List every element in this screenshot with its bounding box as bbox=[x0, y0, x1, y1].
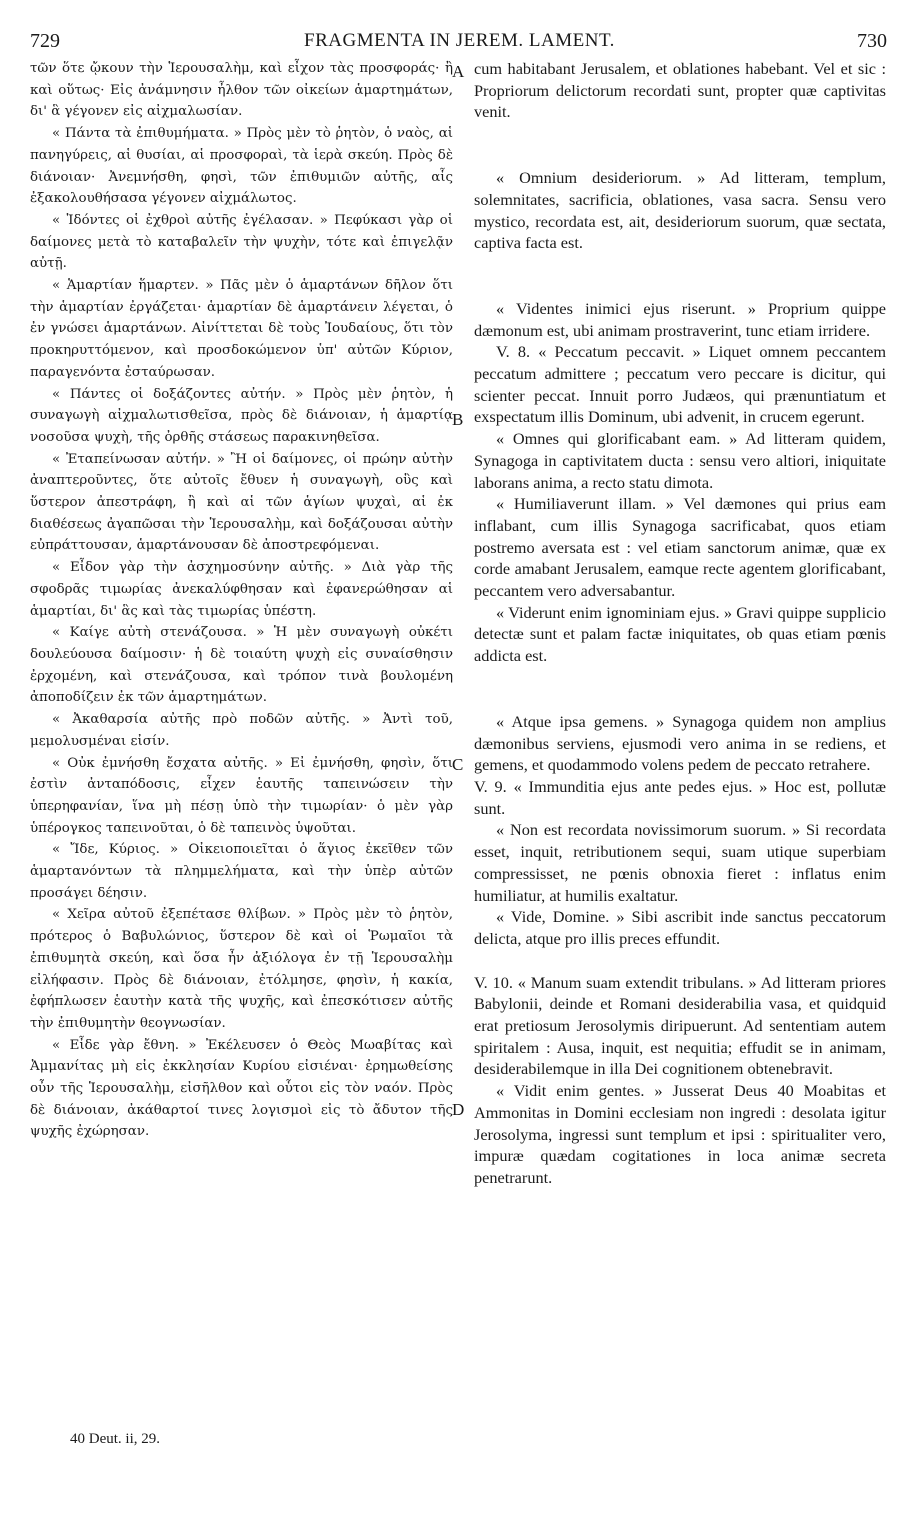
latin-paragraph: cum habitabant Jerusalem, et oblationes habebant. Vel et sic : Propriorum delictorum recordati sunt, propter quæ captivitas venit. bbox=[474, 59, 886, 122]
margin-letter: C bbox=[452, 755, 464, 774]
greek-paragraph: « Ἰδόντες οἱ ἐχθροὶ αὐτῆς ἐγέλασαν. » Πεφύκασι γὰρ οἱ δαίμονες μετὰ τὸ καταβαλεῖν τὴν ψυχὴν, τότε καὶ ἐπιγελᾷν αὐτῇ. bbox=[30, 212, 453, 272]
page-header bbox=[0, 30, 919, 60]
greek-paragraph: « Εἶδε γὰρ ἔθνη. » Ἐκέλευσεν ὁ Θεὸς Μωαβίτας καὶ Ἀμμανίτας μὴ εἰς ἐκκλησίαν Κυρίου εἰσιέναι· ἐρημωθείσης οὖν τῆς Ἱερουσαλὴμ, εἰσῆλθον καὶ οὗτοι εἰς τὸν ναόν. Πρὸς δὲ διάνοιαν, ἀκάθαρτοί τινες λογισμοὶ εἰς τὸ ἄδυτον τῆς ψυχῆς ἐχώρησαν. bbox=[30, 1037, 453, 1140]
latin-paragraph: « Omnium desideriorum. » Ad litteram, templum, solemnitates, sacrificia, oblationes, vasa sacra. Sensu vero mystico, recordata est, ait, desideriorum suorum, quæ sectata, captiva facta est. bbox=[474, 168, 886, 253]
page-number-right: 730 bbox=[857, 30, 887, 52]
margin-letter: B bbox=[452, 410, 464, 429]
latin-paragraph: « Vide, Domine. » Sibi ascribit inde sanctus peccatorum delicta, atque pro illis preces effundit. bbox=[474, 907, 886, 948]
greek-paragraph: « Χεῖρα αὐτοῦ ἐξεπέτασε θλίβων. » Πρὸς μὲν τὸ ῥητὸν, πρότερος ὁ Βαβυλώνιος, ὕστερον δὲ καὶ οἱ Ῥωμαῖοι τὰ ἐπιθυμητὰ σκεύη, καὶ ὅσα ἦν ἀξιόλογα ἐν τῇ Ἱερουσαλὴμ εἰλήφασιν. Πρὸς δὲ διάνοιαν, ἐτόλμησε, φησὶν, ἡ κακία, ἐφήπλωσεν ἑαυτὴν κατὰ τῆς ψυχῆς, καὶ ἐπεσκότισεν αὐτῆς τὴν ἐπιθυμητὴν θεογνωσίαν. bbox=[30, 907, 453, 1031]
latin-paragraph: « Atque ipsa gemens. » Synagoga quidem non amplius dæmonibus serviens, ejusmodi vero anima in se rediens, et gemens, et quodammodo volens pedem de peccato retrahere. bbox=[474, 711, 886, 775]
greek-paragraph: « Ἴδε, Κύριος. » Οἰκειοποιεῖται ὁ ἅγιος ἐκεῖθεν τῶν ἁμαρτανόντων τὰ πλημμελήματα, καὶ τὴν ὑπὲρ αὐτῶν προσάγει δέησιν. bbox=[30, 842, 453, 901]
page-number-left: 729 bbox=[30, 30, 60, 52]
greek-paragraph: « Ἀκαθαρσία αὐτῆς πρὸ ποδῶν αὐτῆς. » Ἀντὶ τοῦ, μεμολυσμέναι εἰσίν. bbox=[30, 712, 453, 749]
greek-column bbox=[30, 58, 453, 1143]
latin-paragraph: V. 10. « Manum suam extendit tribulans. » Ad litteram priores Babylonii, deinde et Romani desiderabilia vasa, et quidquid erat pretiosum Jerosolymis diripuerunt. Ad sententiam autem spiritalem : Ausa, inquit, est nequitia; effudit se in animam, desiderabilemque in illa Dei cognitionem obtenebravit. bbox=[474, 972, 886, 1079]
latin-paragraph: « Videntes inimici ejus riserunt. » Proprium quippe dæmonum est, ubi animam prostraverint, tunc etiam irridere. bbox=[474, 298, 886, 340]
footnote: 40 Deut. ii, 29. bbox=[70, 1431, 160, 1447]
greek-paragraph: « Οὐκ ἐμνήσθη ἔσχατα αὐτῆς. » Εἰ ἐμνήσθη, φησὶν, ὅτι ἐστὶν ἀνταπόδοσις, εἶχεν ἑαυτῆς ταπεινώσειν τὴν ὑπερηφανίαν, ἵνα μὴ πέσῃ ὑπὸ τὴν τιμωρίαν· ὁ μὲν γὰρ ὑπέρογκος ταπεινοῦται, ὁ δὲ ταπεινὸς ὑψοῦται. bbox=[30, 755, 453, 836]
latin-paragraph: V. 8. « Peccatum peccavit. » Liquet omnem peccantem peccatum admittere ; peccatum vero peccare is dicitur, qui scienter peccat. Innuit porro Judæos, qui prænuntiatum et exspectatum illis Dominum, ubi advenit, in crucem egerunt. bbox=[474, 342, 886, 427]
latin-column bbox=[474, 58, 886, 1189]
latin-paragraph: « Vidit enim gentes. » Jusserat Deus 40 Moabitas et Ammonitas in Domini ecclesiam non ingredi : desolata igitur Jerosolyma, ingressi sunt templum et ipsi : spiritualiter vero, impuræ quædam cogitationes in loca animæ secreta penetrarunt. bbox=[474, 1081, 886, 1187]
greek-paragraph: τῶν ὅτε ᾤκουν τὴν Ἱερουσαλὴμ, καὶ εἶχον τὰς προσφοράς· ἢ καὶ οὕτως· Εἰς ἀνάμνησιν ἦλθον τῶν οἰκείων ἁμαρτημάτων, δι' ἃ γέγονεν εἰς αἰχμαλωσίαν. bbox=[30, 61, 453, 120]
latin-paragraph: « Viderunt enim ignominiam ejus. » Gravi quippe supplicio detectæ sunt et palam factæ iniquitates, ob quas etiam pœnis addicta est. bbox=[474, 602, 886, 666]
margin-letter: D bbox=[452, 1100, 465, 1119]
greek-paragraph: « Πάντες οἱ δοξάζοντες αὐτήν. » Πρὸς μὲν ῥητὸν, ἡ συναγωγὴ αἰχμαλωτισθεῖσα, πρὸς δὲ διάνοιαν, ἡ ἁμαρτίᾳ νοσοῦσα ψυχὴ, τῆς ὀρθῆς στάσεως παρακινηθεῖσα. bbox=[30, 386, 453, 445]
latin-paragraph: « Humiliaverunt illam. » Vel dæmones qui prius eam inflabant, cum illis Synagoga sacrificabat, quos etiam postremo aversata est : vel etiam sanctorum animæ, quæ ex corde amabant Jerusalem, eamque recte agentem glorificabant, peccantem vero adversabantur. bbox=[474, 494, 886, 601]
greek-paragraph: « Καίγε αὐτὴ στενάζουσα. » Ἡ μὲν συναγωγὴ οὐκέτι δουλεύουσα δαίμοσιν· ἡ δὲ τοιαύτη ψυχὴ εἰς συναίσθησιν ἐρχομένη, καὶ στενάζουσα, καὶ τρόπον τινὰ βουλομένη ἀποποδίζειν ἐκ τῶν ἁμαρτημάτων. bbox=[30, 625, 453, 706]
greek-paragraph: « Ἐταπείνωσαν αὐτήν. » Ἢ οἱ δαίμονες, οἱ πρώην αὐτὴν ἀναπτεροῦντες, ὅτε αὐτοῖς ἔθυεν ἡ συναγωγὴ, οὓς καὶ ὕστερον ἀπεστράφη, ἢ καὶ αἱ τῶν ἁγίων ψυχαὶ, αἱ ἐκ διαθέσεως ἀγαπῶσαι τὴν Ἱερουσαλὴμ, καὶ δοξάζουσαι αὐτὴν εὐπράττουσαν, ἁμαρτάνουσαν δὲ ἀποστρεφόμεναι. bbox=[30, 451, 453, 554]
greek-paragraph: « Πάντα τὰ ἐπιθυμήματα. » Πρὸς μὲν τὸ ῥητὸν, ὁ ναὸς, αἱ πανηγύρεις, αἱ θυσίαι, αἱ προσφοραὶ, τὰ ἱερὰ σκεύη. Πρὸς δὲ διάνοιαν· Ἀνεμνήσθη, φησὶ, τῶν ἐπιθυμιῶν αὐτῆς, αἷς ἐξακολουθήσασα γέγονεν αἰχμάλωτος. bbox=[30, 126, 453, 207]
running-title: FRAGMENTA IN JEREM. LAMENT. bbox=[304, 30, 615, 51]
latin-paragraph: V. 9. « Immunditia ejus ante pedes ejus. » Hoc est, pollutæ sunt. bbox=[474, 776, 886, 818]
margin-letter: A bbox=[452, 62, 465, 81]
latin-paragraph: « Omnes qui glorificabant eam. » Ad litteram quidem, Synagoga in captivitatem ducta : sensu vero altiori, iniquitate laborans anima, a recto statu dimota. bbox=[474, 429, 886, 492]
latin-paragraph: « Non est recordata novissimorum suorum. » Si recordata esset, inquit, retributionem sequi, suam utique superbiam compressisset, ne pœnis obnoxia fieret : inflatus enim humiliatur, at humilis exaltatur. bbox=[474, 820, 886, 905]
greek-paragraph: « Ἁμαρτίαν ἥμαρτεν. » Πᾶς μὲν ὁ ἁμαρτάνων δῆλον ὅτι τὴν ἁμαρτίαν ἐργάζεται· ἁμαρτίαν δὲ ἁμαρτάνειν λέγεται, ὁ ἐν γνώσει ἁμαρτάνων. Αἰνίττεται δὲ τοὺς Ἰουδαίους, ὅτι τὸν προκηρυττόμενον, καὶ προσδοκώμενον ὑπ' αὐτῶν Κύριον, παραγενόντα ἐσταύρωσαν. bbox=[30, 278, 453, 380]
greek-paragraph: « Εἶδον γὰρ τὴν ἀσχημοσύνην αὐτῆς. » Διὰ γὰρ τῆς σφοδρᾶς τιμωρίας ἀνεκαλύφθησαν καὶ ἐφανερώθησαν αἱ ἁμαρτίαι, δι' ἃς καὶ τὰς τιμωρίας ὑπέστη. bbox=[30, 560, 453, 619]
